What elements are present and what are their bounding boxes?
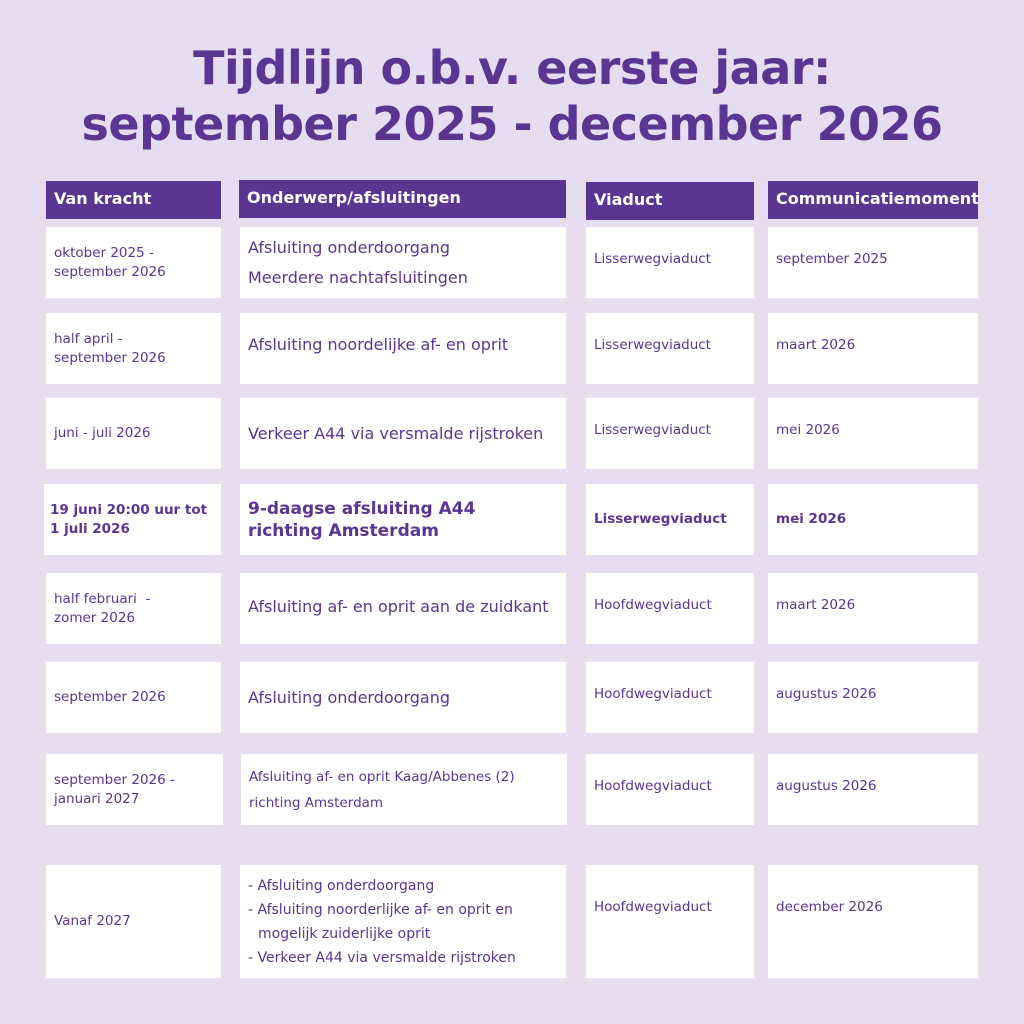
row3-onderwerp-line1: Verkeer A44 via versmalde rijstroken xyxy=(248,423,544,443)
row2-viaduct xyxy=(586,313,754,384)
row5-communicatie-text: maart 2026 xyxy=(776,597,856,613)
row4-onderwerp-line1: 9-daagse afsluiting A44 xyxy=(248,498,476,519)
row3-van-kracht-line1: juni - juli 2026 xyxy=(54,425,151,441)
title-line-1: Tijdlijn o.b.v. eerste jaar: xyxy=(193,41,831,95)
row8-communicatie xyxy=(768,865,978,978)
row1-viaduct xyxy=(586,227,754,298)
header-communicatiemoment: Communicatiemoment xyxy=(768,181,978,219)
header-van-kracht: Van kracht xyxy=(46,181,221,219)
row1-van-kracht-line2: september 2026 xyxy=(54,263,166,280)
row1-onderwerp xyxy=(240,227,566,298)
row6-onderwerp xyxy=(240,662,566,733)
row6-viaduct-text: Hoofdwegviaduct xyxy=(594,686,712,702)
row5-viaduct-text: Hoofdwegviaduct xyxy=(594,597,712,613)
row7-onderwerp xyxy=(241,754,567,825)
row2-van-kracht-line2: september 2026 xyxy=(54,349,166,366)
row3-onderwerp xyxy=(240,398,566,469)
row4-viaduct xyxy=(586,484,754,555)
row2-van-kracht-line1: half april - xyxy=(54,330,123,347)
row8-onderwerp-line1: - Afsluiting onderdoorgang xyxy=(248,877,435,894)
row1-onderwerp-line1: Afsluiting onderdoorgang xyxy=(248,237,450,257)
row8-onderwerp-line3: mogelijk zuiderlijke oprit xyxy=(258,925,431,942)
row7-onderwerp-line2: richting Amsterdam xyxy=(249,794,384,811)
row4-communicatie xyxy=(768,484,978,555)
row8-onderwerp-line4: - Verkeer A44 via versmalde rijstroken xyxy=(248,949,516,966)
row2-onderwerp xyxy=(240,313,566,384)
row2-viaduct-text: Lisserwegviaduct xyxy=(594,337,711,353)
row4-onderwerp-line2: richting Amsterdam xyxy=(248,520,439,541)
row7-viaduct-text: Hoofdwegviaduct xyxy=(594,778,712,794)
row3-van-kracht xyxy=(46,398,221,469)
row5-van-kracht-line2: zomer 2026 xyxy=(54,609,135,626)
row3-communicatie xyxy=(768,398,978,469)
row3-viaduct xyxy=(586,398,754,469)
header-viaduct: Viaduct xyxy=(586,182,754,220)
row8-onderwerp-line2: - Afsluiting noorderlijke af- en oprit en xyxy=(248,901,513,918)
row3-communicatie-text: mei 2026 xyxy=(776,422,840,438)
row4-van-kracht-line1: 19 juni 20:00 uur tot xyxy=(50,501,208,518)
row2-onderwerp-line1: Afsluiting noordelijke af- en oprit xyxy=(248,335,509,354)
row1-van-kracht-line1: oktober 2025 - xyxy=(54,244,154,261)
row4-viaduct-text: Lisserwegviaduct xyxy=(594,511,727,527)
page-title xyxy=(0,40,1024,152)
header-onderwerp: Onderwerp/afsluitingen xyxy=(239,180,566,218)
row6-communicatie-text: augustus 2026 xyxy=(776,686,877,702)
row7-van-kracht-line1: september 2026 - xyxy=(54,771,175,788)
row7-van-kracht-line2: januari 2027 xyxy=(54,790,140,807)
row8-van-kracht xyxy=(46,865,221,978)
row5-onderwerp-line1: Afsluiting af- en oprit aan de zuidkant xyxy=(248,597,549,616)
row3-viaduct-text: Lisserwegviaduct xyxy=(594,422,711,438)
row8-onderwerp xyxy=(240,865,566,978)
row4-van-kracht xyxy=(44,484,221,555)
row1-onderwerp-line2: Meerdere nachtafsluitingen xyxy=(248,267,468,287)
row8-communicatie-text: december 2026 xyxy=(776,899,883,915)
row6-van-kracht xyxy=(46,662,221,733)
row1-van-kracht xyxy=(46,227,221,298)
row4-onderwerp xyxy=(240,484,566,555)
row5-communicatie xyxy=(768,573,978,644)
row8-van-kracht-line1: Vanaf 2027 xyxy=(54,913,131,929)
row2-van-kracht xyxy=(46,313,221,384)
row5-viaduct xyxy=(586,573,754,644)
row8-viaduct xyxy=(586,865,754,978)
row4-communicatie-text: mei 2026 xyxy=(776,511,847,527)
row2-communicatie xyxy=(768,313,978,384)
row6-van-kracht-line1: september 2026 xyxy=(54,689,166,705)
row7-communicatie xyxy=(768,754,978,825)
row6-viaduct xyxy=(586,662,754,733)
row4-van-kracht-line2: 1 juli 2026 xyxy=(50,520,130,537)
row6-onderwerp-line1: Afsluiting onderdoorgang xyxy=(248,687,450,707)
row1-communicatie-text: september 2025 xyxy=(776,251,888,267)
row1-viaduct-text: Lisserwegviaduct xyxy=(594,251,711,267)
row5-van-kracht xyxy=(46,573,221,644)
row7-communicatie-text: augustus 2026 xyxy=(776,778,877,794)
row7-viaduct xyxy=(586,754,754,825)
row7-onderwerp-line1: Afsluiting af- en oprit Kaag/Abbenes (2) xyxy=(249,768,515,785)
title-line-2: september 2025 - december 2026 xyxy=(81,97,943,151)
row6-communicatie xyxy=(768,662,978,733)
row5-van-kracht-line1: half februari - xyxy=(54,590,151,607)
row2-communicatie-text: maart 2026 xyxy=(776,337,856,353)
row5-onderwerp xyxy=(240,573,566,644)
row8-viaduct-text: Hoofdwegviaduct xyxy=(594,899,712,915)
row1-communicatie xyxy=(768,227,978,298)
row7-van-kracht xyxy=(46,754,223,825)
